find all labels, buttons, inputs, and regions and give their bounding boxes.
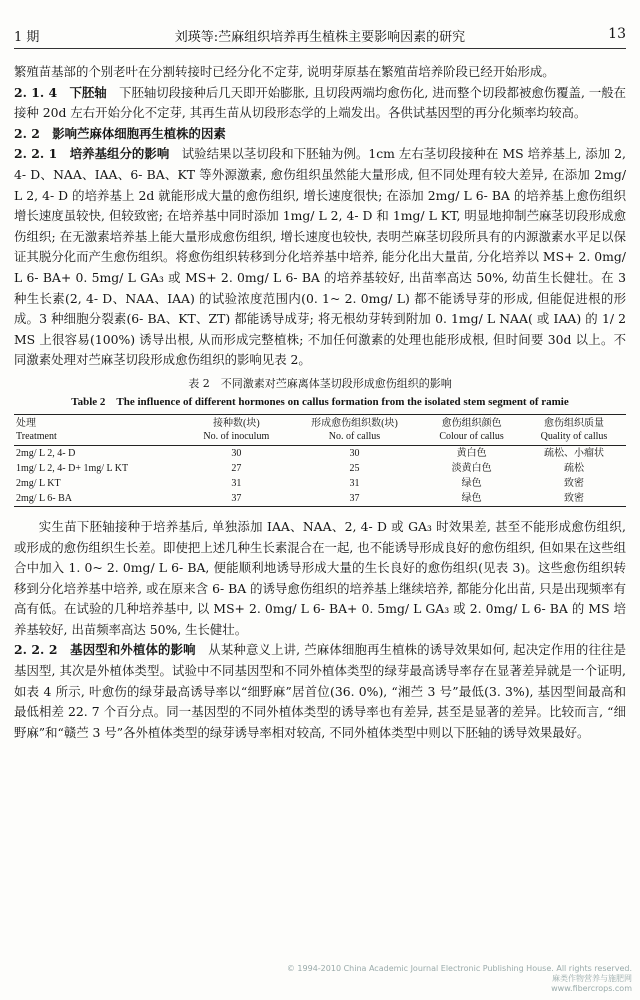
section-heading: 2. 1. 4 下胚轴 xyxy=(14,84,107,100)
cell: 绿色 xyxy=(461,492,482,504)
col-treatment: 处理 Treatment xyxy=(16,417,57,442)
cell: 37 xyxy=(231,492,242,504)
cell: 2mg/ L 6- BA xyxy=(16,492,73,504)
table-row xyxy=(14,445,626,461)
paragraph-continued: 繁殖苗基部的个别老叶在分割转接时已经分化不定芽, 说明芽原基在繁殖苗培养阶段已经开始形成。 xyxy=(14,64,555,79)
col-callus-count: 形成愈伤组织数(块) No. of callus xyxy=(311,417,398,442)
section-text: 下胚轴切段接种后几天即开始膨胀, 且切段两端均愈伤化, 进而整个切段都被愈伤覆盖, 一般在接种 20d 左右开始分化不定芽, 其再生苗从切段形态学的上端发出。各供试基因型的再分化频率均较高。 xyxy=(14,84,626,121)
cell: 31 xyxy=(349,477,360,489)
section-heading: 2. 2. 1 培养基组分的影响 xyxy=(14,146,170,162)
table-row xyxy=(14,461,626,476)
paragraph-after-table: 实生苗下胚轴接种于培养基后, 单独添加 IAA、NAA、2, 4- D 或 GA₃ 时效果差, 甚至不能形成愈伤组织, 或形成的愈伤组织生长差。即使把上述几种生长素混合在一起, 也不能诱导形成良好的愈伤组织, 但如果在这些组合中加入 1. 0~ 2. 0mg/ L 6- BA, 便能顺利地诱导形成大量的生长良好的愈伤组织(见表 3)。这些愈伤组织转移到分化培养基中培养, 或在原来含 6- BA 的诱导愈伤组织的培养基上继续培养, 都能分化出苗, 只是出现频率有高有低。在试验的几种培养基中, 以 MS+ 2. 0mg/ L 6- BA+ 0. 5mg/ L GA₃ 或 2. 0mg/ L 6- BA 的 MS 培养基较好, 出苗频率高达 50%, 生长健壮。 xyxy=(14,518,626,637)
table-2-caption-en: Table 2 The influence of different hormones on callus formation from the isolated stem segment of ramie xyxy=(71,395,569,408)
cell: 37 xyxy=(349,492,360,504)
watermark xyxy=(287,964,632,994)
header-rule xyxy=(14,48,626,49)
cell: 淡黄白色 xyxy=(451,462,492,474)
cell: 31 xyxy=(231,477,242,489)
cell: 30 xyxy=(231,447,242,459)
cell: 疏松 xyxy=(563,462,584,474)
col-inoculum: 接种数(块) No. of inoculum xyxy=(203,417,270,442)
cell: 疏松、小瘤状 xyxy=(543,447,604,459)
section-text: 试验结果以茎切段和下胚轴为例。1cm 左右茎切段接种在 MS 培养基上, 添加 2, 4- D、NAA、IAA、6- BA、KT 等外源激素, 愈伤组织虽然能大量形成, 但不同处理有较大差异, 在添加 2mg/ L 2, 4- D 的培养基上 2d 就能形成大量的愈伤组织, 增长速度很快; 在添加 2mg/ L 6- BA 的培养基上愈伤组织增长速度虽较快, 但较致密; 在培养基中同时添加 1mg/ L 2, 4- D 和 1mg/ L KT, 明显地抑制苎麻茎切段形成愈伤组织; 在无激素培养基上能大量形成愈伤组织, 增长速度也较快, 表明苎麻茎切段所具有的内源激素水平足以保证其脱分化而产生愈伤组织。将愈伤组织转移到分化培养基中培养, 能分化出大量苗, 分化培养以 MS+ 2. 0mg/ L 6- BA+ 0. 5mg/ L GA₃ 或 MS+ 2. 0mg/ L 6- BA 的培养基较好, 出苗率高达 50%, 幼苗生长健壮。在 3 种生长素(2, 4- D、NAA、IAA) 的试验浓度范围内(0. 1~ 2. 0mg/ L) 都不能诱导芽的形成, 但能促进根的形成。3 种细胞分裂素(6- BA、KT、ZT) 都能诱导成芽; 将无根幼芽转到附加 0. 1mg/ L NAA( 或 IAA) 的 1/ 2 MS 上很容易(100%) 诱导出根, 从而形成完整植株; 不加任何激素的处理也能形成根, 但时间要 30d 以上。不同激素处理对苎麻茎切段形成愈伤组织的影响见表 2。 xyxy=(14,146,627,368)
table-2 xyxy=(14,414,626,507)
cell: 致密 xyxy=(563,492,584,504)
table-row xyxy=(14,491,626,507)
section-2-2-2 xyxy=(14,640,626,743)
site-name: 麻类作物营养与施肥网 xyxy=(552,974,632,983)
cell: 1mg/ L 2, 4- D+ 1mg/ L KT xyxy=(16,462,129,474)
body-text xyxy=(14,62,626,743)
page-number: 13 xyxy=(608,26,626,42)
table-row xyxy=(14,476,626,491)
cell: 2mg/ L KT xyxy=(16,477,61,489)
running-title: 刘瑛等:苎麻组织培养再生植株主要影响因素的研究 xyxy=(174,30,466,45)
section-text: 从某种意义上讲, 苎麻体细胞再生植株的诱导效果如何, 起决定作用的往往是基因型, 其次是外植体类型。试验中不同基因型和不同外植体类型的绿芽最高诱导率存在显著差异就是一个证明, 如表 4 所示, 叶愈伤的绿芽最高诱导率以“细野麻”居首位(36. 0%), “湘苎 3 号”最低(3. 3%), 基因型间最高和最低相差 22. 7 个百分点。同一基因型的不同外植体类型的诱导率也有差异, 甚至是显著的差异。比较而言, “细野麻”和“赣苎 3 号”各外植体类型的绿芽诱导率相对较高, 不同外植体类型中则以下胚轴的诱导效果最好。 xyxy=(14,642,626,740)
table-2-caption-cn: 表 2 不同激素对苎麻离体茎切段形成愈伤组织的影响 xyxy=(188,376,452,390)
cell: 27 xyxy=(231,462,242,474)
section-heading: 2. 2. 2 基因型和外植体的影响 xyxy=(14,642,196,658)
col-callus-colour: 愈伤组织颜色 Colour of callus xyxy=(439,417,504,442)
cell: 致密 xyxy=(563,477,584,489)
cell: 2mg/ L 2, 4- D xyxy=(16,447,76,459)
running-header xyxy=(14,26,626,46)
col-callus-quality: 愈伤组织质量 Quality of callus xyxy=(540,417,608,442)
issue-number: 1 期 xyxy=(14,30,40,45)
section-2-2-1 xyxy=(14,144,626,371)
cell: 黄白色 xyxy=(456,447,487,459)
site-url: www.fibercrops.com xyxy=(551,984,632,993)
section-2-1-4 xyxy=(14,83,626,124)
copyright-line: © 1994-2010 China Academic Journal Electronic Publishing House. All rights reserved. xyxy=(286,964,632,973)
cell: 绿色 xyxy=(461,477,482,489)
cell: 25 xyxy=(349,462,360,474)
cell: 30 xyxy=(349,447,360,459)
section-2-2-heading: 2. 2 影响苎麻体细胞再生植株的因素 xyxy=(14,125,226,141)
table-header-row xyxy=(14,414,626,445)
